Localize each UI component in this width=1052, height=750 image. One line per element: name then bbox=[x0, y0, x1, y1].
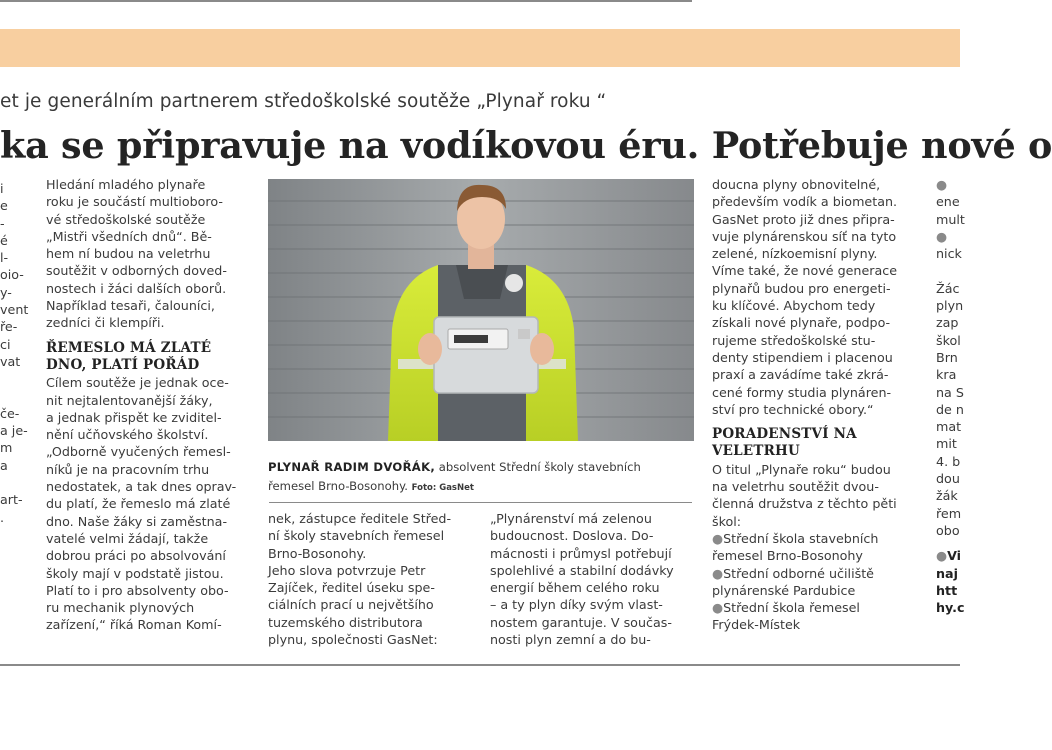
body-text: Víme také, že nové generace bbox=[712, 263, 898, 279]
body-text: nostech i žáci dalších oborů. bbox=[46, 280, 227, 296]
body-text: dno. Naše žáky si zaměstna- bbox=[46, 513, 228, 529]
body-text: nostem garantuje. V součas- bbox=[490, 614, 672, 630]
body-text: plynu, společnosti GasNet: bbox=[268, 632, 438, 648]
body-text: plynařů budou pro energeti- bbox=[712, 280, 891, 296]
subheading: VELETRHU bbox=[712, 443, 800, 460]
body-text: praxí a zavádíme také zkrá- bbox=[712, 367, 889, 383]
body-text: nit nejtalentovanější žáky, bbox=[46, 392, 213, 408]
body-text: Platí to i pro absolventy obo- bbox=[46, 582, 229, 598]
column-1 bbox=[46, 176, 252, 634]
body-text: níků je na pracovním trhu bbox=[46, 461, 210, 477]
body-text: cené formy studia plynáren- bbox=[712, 384, 892, 400]
headline: ka se připravuje na vodíkovou éru. Potřebuje nové o bbox=[0, 124, 1052, 167]
body-text: členná družstva z těchto pěti bbox=[712, 496, 897, 512]
body-text: denty stipendiem i placenou bbox=[712, 349, 893, 365]
body-text: především vodík a biometan. bbox=[712, 194, 898, 210]
photo-caption bbox=[268, 458, 641, 497]
article-photo bbox=[268, 179, 694, 441]
column-3 bbox=[490, 510, 695, 648]
body-text: budoucnost. Doslova. Do- bbox=[490, 528, 654, 544]
body-text: ství pro technické obory.“ bbox=[712, 401, 874, 417]
subheading: PORADENSTVÍ NA bbox=[712, 426, 857, 443]
body-text: doucna plyny obnovitelné, bbox=[712, 177, 881, 192]
column-2 bbox=[268, 510, 478, 648]
body-text: du platí, že řemeslo má zlaté bbox=[46, 496, 231, 512]
body-text: vuje plynárenskou síť na tyto bbox=[712, 228, 897, 244]
subheading: ŘEMESLO MÁ ZLATÉ bbox=[46, 339, 212, 356]
body-text: Například tesaři, čalouníci, bbox=[46, 298, 215, 314]
list-item-cont: řemesel Brno-Bosonohy bbox=[712, 548, 863, 564]
bottom-rule bbox=[0, 664, 960, 666]
body-text: získali nové plynaře, podpo- bbox=[712, 315, 891, 331]
body-text: škol: bbox=[712, 513, 742, 529]
body-text: Cílem soutěže je jednak oce- bbox=[46, 375, 229, 391]
list-item: ●Střední škola stavebních bbox=[712, 530, 879, 546]
body-text: soutěžit v odborných doved- bbox=[46, 263, 227, 279]
body-text: Jeho slova potvrzuje Petr bbox=[268, 562, 426, 578]
body-text: nek, zástupce ředitele Střed- bbox=[268, 511, 452, 526]
body-text: spolehlivé a stabilní dodávky bbox=[490, 562, 674, 578]
bullet-icon: ● bbox=[936, 228, 948, 244]
body-text: zařízení,“ říká Roman Komí- bbox=[46, 617, 222, 633]
list-item-cont: plynárenské Pardubice bbox=[712, 582, 856, 598]
caption-text: řemesel Brno-Bosonohy. bbox=[268, 478, 408, 493]
column-4 bbox=[712, 176, 924, 634]
list-item: ●Střední škola řemesel bbox=[712, 600, 860, 616]
kicker: et je generálním partnerem středoškolské soutěže „Plynař roku “ bbox=[0, 91, 607, 112]
body-text: školy mají v podstatě jistou. bbox=[46, 565, 224, 581]
caption-name: PLYNAŘ RADIM DVOŘÁK, bbox=[268, 460, 436, 474]
body-text: na veletrhu soutěžit dvou- bbox=[712, 479, 879, 495]
body-text: a jednak přispět ke zviditel- bbox=[46, 409, 222, 425]
list-item-cont: Frýdek-Místek bbox=[712, 617, 801, 633]
section-banner bbox=[0, 29, 960, 67]
body-text: ní školy stavebních řemesel bbox=[268, 528, 445, 544]
body-text: vatelé velmi žádají, takže bbox=[46, 530, 209, 546]
body-text: zedníci či klempíři. bbox=[46, 315, 165, 331]
body-text: mácnosti i průmysl potřebují bbox=[490, 545, 672, 561]
body-text: energií během celého roku bbox=[490, 580, 660, 596]
photo-credit: Foto: GasNet bbox=[411, 482, 474, 493]
bullet-icon: ● bbox=[936, 177, 948, 192]
body-text: Hledání mladého plynaře bbox=[46, 177, 206, 192]
body-text: ciálních prací u největšího bbox=[268, 597, 434, 613]
body-text: vé středoškolské soutěže bbox=[46, 211, 206, 227]
body-text: roku je součástí multioboro- bbox=[46, 194, 223, 210]
body-text: GasNet proto již dnes připra- bbox=[712, 211, 895, 227]
body-text: rujeme středoškolské stu- bbox=[712, 332, 876, 348]
body-text: „Plynárenství má zelenou bbox=[490, 511, 652, 526]
list-item: ●Střední odborné učiliště bbox=[712, 565, 874, 581]
body-text: ru mechanik plynových bbox=[46, 600, 195, 616]
body-text: Zajíček, ředitel úseku spe- bbox=[268, 580, 435, 596]
body-text: Brno-Bosonohy. bbox=[268, 545, 367, 561]
bullet-icon: ● bbox=[712, 600, 724, 616]
body-text: „Odborně vyučených řemesl- bbox=[46, 444, 231, 460]
body-text: hem ní budou na veletrhu bbox=[46, 246, 211, 262]
column-5: ● ene mult ● nick Žác plyn zap škol Brn kra na S de n mat mit 4. b dou žák řem obo ●Vi naj htt hy.c bbox=[936, 177, 965, 616]
bullet-icon: ● bbox=[712, 530, 724, 546]
body-text: zelené, nízkoemisní plyny. bbox=[712, 246, 878, 262]
subheading: DNO, PLATÍ POŘÁD bbox=[46, 356, 200, 373]
column-0: i e - é l- oio- y- vent ře- ci vat če- a je- m a art- . bbox=[0, 181, 29, 525]
body-text: O titul „Plynaře roku“ budou bbox=[712, 461, 891, 477]
body-text: nosti plyn zemní a do bu- bbox=[490, 632, 651, 648]
body-text: tuzemského distributora bbox=[268, 614, 423, 630]
body-text: – a ty plyn díky svým vlast- bbox=[490, 597, 663, 613]
caption-text: absolvent Střední školy stavebních bbox=[435, 460, 641, 474]
bullet-icon: ● bbox=[936, 548, 948, 564]
body-text: „Mistři všedních dnů“. Bě- bbox=[46, 228, 212, 244]
body-text: nění učňovského školství. bbox=[46, 427, 209, 443]
top-rule bbox=[0, 0, 692, 2]
body-text: ku klíčové. Abychom tedy bbox=[712, 298, 876, 314]
divider bbox=[269, 502, 692, 503]
bullet-icon: ● bbox=[712, 565, 724, 581]
body-text: nedostatek, a tak dnes oprav- bbox=[46, 479, 237, 495]
body-text: dobrou práci po absolvování bbox=[46, 548, 226, 564]
